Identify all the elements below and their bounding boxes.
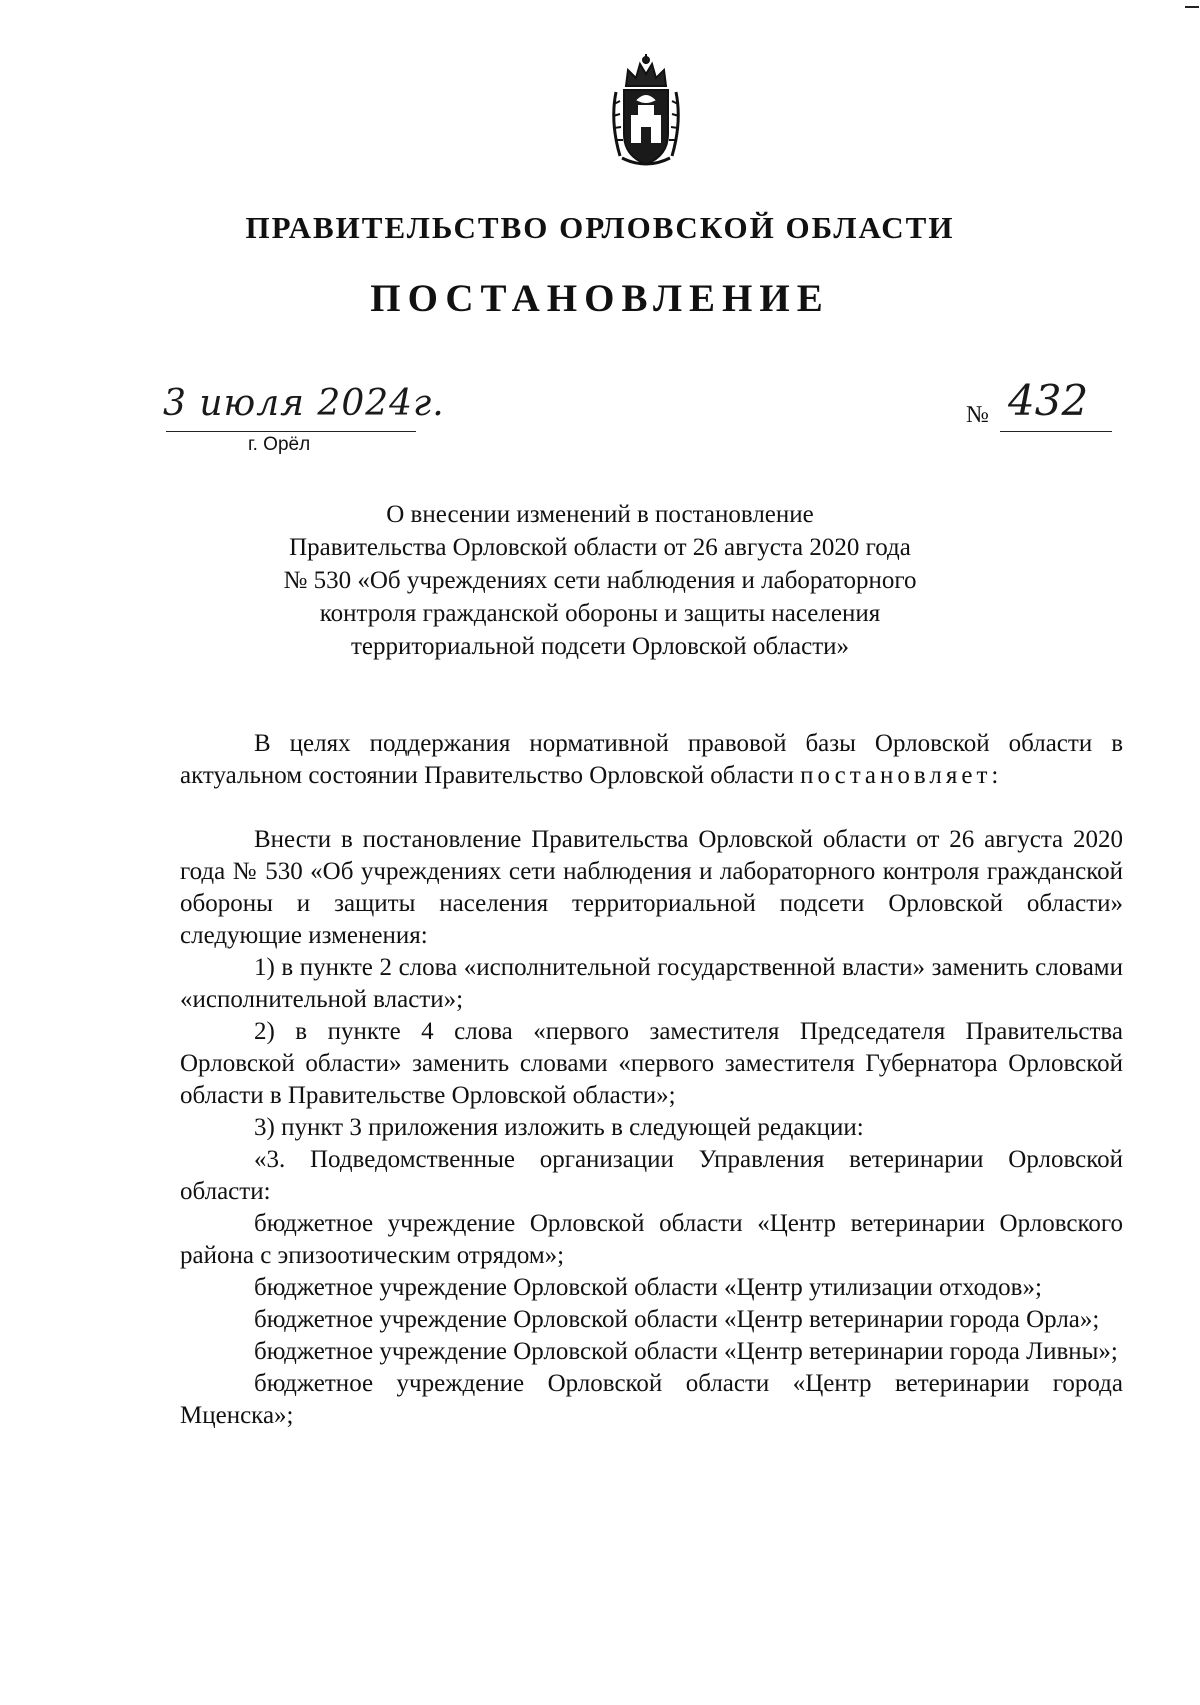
decree-verb: постановляет: xyxy=(800,762,1003,789)
subject-line: территориальной подсети Орловской области» xyxy=(350,633,850,660)
amendment-item: 3) пункт 3 приложения изложить в следующей редакции: xyxy=(254,1114,864,1141)
preamble-text: В целях поддержания нормативной правовой базы Орловской области в актуальном состоянии Правительство Орловской области xyxy=(180,730,1123,789)
coat-of-arms-icon xyxy=(606,52,686,172)
subject-line: Правительства Орловской области от 26 августа 2020 года xyxy=(289,534,911,561)
handwritten-number: 432 xyxy=(1008,376,1089,425)
subject-line: О внесении изменений в постановление xyxy=(386,501,814,528)
number-underline xyxy=(1000,431,1112,432)
institution-item: бюджетное учреждение Орловской области «Центр ветеринарии города Орла»; xyxy=(254,1306,1100,1333)
institution-item: бюджетное учреждение Орловской области «Центр ветеринарии Орловского района с эпизоотическим отрядом»; xyxy=(180,1210,1123,1269)
date-underline xyxy=(166,431,416,432)
organization-title: ПРАВИТЕЛЬСТВО ОРЛОВСКОЙ ОБЛАСТИ xyxy=(245,210,955,245)
institution-item: бюджетное учреждение Орловской области «Центр ветеринарии города Ливны»; xyxy=(254,1338,1118,1365)
intro-paragraph: Внести в постановление Правительства Орловской области от 26 августа 2020 года № 530 «Об учреждениях сети наблюдения и лабораторного контроля гражданской обороны и защиты населения территориальной подсети Орловской области» следующие изменения: xyxy=(180,826,1123,949)
city-label: г. Орёл xyxy=(248,434,311,455)
document-type-title: ПОСТАНОВЛЕНИЕ xyxy=(370,277,830,320)
subject-line: контроля гражданской обороны и защиты населения xyxy=(319,600,881,627)
document-body xyxy=(180,728,1123,1432)
number-sign: № xyxy=(966,402,989,428)
preamble-paragraph xyxy=(180,728,1123,792)
document-subject xyxy=(180,498,1020,663)
edge-mark xyxy=(1185,6,1199,8)
institution-item: бюджетное учреждение Орловской области «Центр утилизации отходов»; xyxy=(254,1274,1042,1301)
subject-line: № 530 «Об учреждениях сети наблюдения и лабораторного xyxy=(283,567,917,594)
handwritten-date: 3 июля 2024г. xyxy=(163,383,445,424)
amendment-item: 1) в пункте 2 слова «исполнительной государственной власти» заменить словами «исполнительной власти»; xyxy=(180,954,1123,1013)
quoted-item-header: «3. Подведомственные организации Управления ветеринарии Орловской области: xyxy=(180,1146,1123,1205)
amendment-item: 2) в пункте 4 слова «первого заместителя Председателя Правительства Орловской области» заменить словами «первого заместителя Губернатора Орловской области в Правительстве Орловской области»; xyxy=(180,1018,1123,1109)
institution-item: бюджетное учреждение Орловской области «Центр ветеринарии города Мценска»; xyxy=(180,1370,1123,1429)
